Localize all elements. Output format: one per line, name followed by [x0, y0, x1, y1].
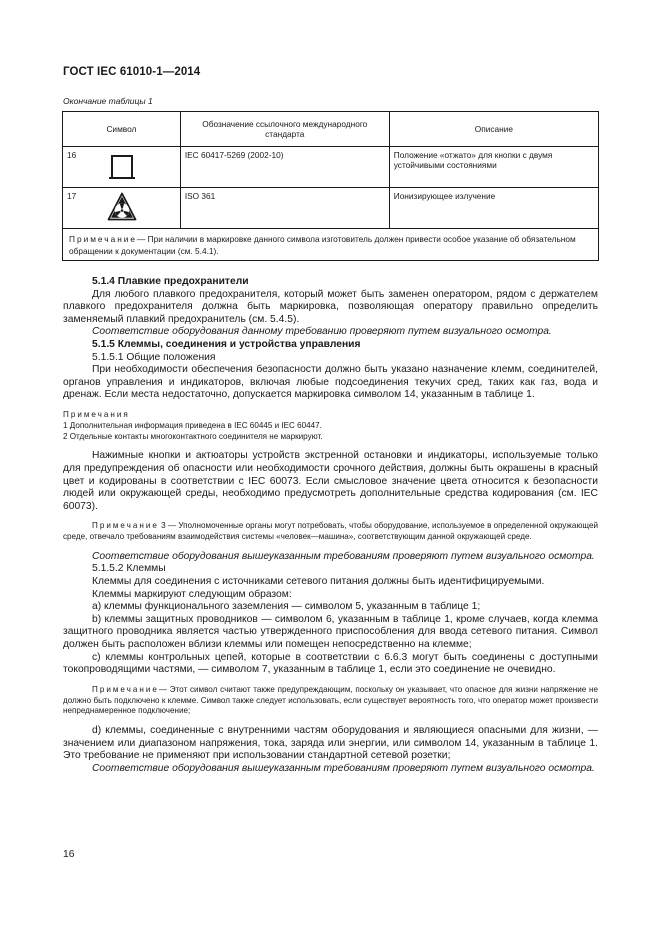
table-row	[63, 147, 599, 188]
standard-cell: ISO 361	[180, 188, 389, 229]
note-prefix: Примечание	[92, 521, 159, 531]
page-number: 16	[63, 849, 75, 860]
document-header-title: ГОСТ IEC 61010-1—2014	[63, 66, 201, 78]
paragraph: Клеммы маркируют следующим образом:	[92, 588, 292, 600]
notes-block	[63, 410, 598, 442]
table-caption: Окончание таблицы 1	[63, 96, 153, 106]
note-4	[63, 685, 598, 717]
symbol-cell	[63, 147, 181, 188]
section-heading: 5.1.5 Клеммы, соединения и устройства управления	[92, 338, 361, 350]
compliance-check-text: Соответствие оборудования вышеуказанным требованиям проверяют путем визуального осмотра.	[92, 550, 595, 562]
compliance-check-text: Соответствие оборудования вышеуказанным требованиям проверяют путем визуального осмотра.	[92, 763, 595, 774]
paragraph: Клеммы для соединения с источниками сетевого питания должны быть идентифицируемыми.	[92, 576, 545, 588]
table-note-row	[63, 229, 599, 261]
document-body	[63, 276, 598, 776]
subsection-heading: 5.1.5.2 Клеммы	[92, 563, 166, 575]
note-text: 3 — Уполномоченные органы могут потребовать, чтобы оборудование, используемое в определенной окружающей среде, отвечало требованиям взаимодействия системы «человек—машина», соответствующим данной окружающей среде.	[63, 521, 598, 542]
compliance-check-text: Соответствие оборудования данному требованию проверяют путем визуального осмотра.	[92, 326, 552, 338]
list-item: c) клеммы контрольных цепей, которые в соответствии с 6.6.3 могут быть соединены с доступными токопроводящими частями, — символом 7, указанным в таблице 1, если это соединение не очевидно.	[63, 651, 598, 676]
note-prefix: Примечание	[69, 234, 138, 244]
row-number: 17	[67, 191, 77, 201]
column-header-description: Описание	[389, 112, 598, 147]
paragraph: При необходимости обеспечения безопасности должно быть указано назначение клемм, соединителей, органов управления и индикаторов, включая любые подсоединения текучих сред, таких как газ, вода и дренаж. Если места недостаточно, допускается маркировка символом 14, указанным в таблице 1.	[63, 364, 598, 401]
push-button-pressed-icon	[108, 152, 136, 180]
paragraph: Нажимные кнопки и актюаторы устройств экстренной остановки и индикаторы, используемые только для предупреждения об опасности или необходимости срочного действия, должны быть окрашены в красный цвет и кодированы в соответствии с IEC 60073. Если смысловое значение цвета относится к безопасности людей или окружающей среды, необходимо предусмотреть дополнительные средства кодирования (см. IEC 60073).	[63, 450, 598, 512]
standard-cell: IEC 60417-5269 (2002-10)	[180, 147, 389, 188]
subsection-heading: 5.1.5.1 Общие положения	[92, 351, 216, 363]
note-text: — Этот символ считают также предупреждающим, поскольку он указывает, что опасное для жизни напряжение не должно быть подключено к клемме. Символ также следует использовать, если существует вероятность того, что оператор может произвести непреднамеренное подключение;	[63, 684, 598, 716]
note-text: — При наличии в маркировке данного символа изготовитель должен привести особое указание об обязательном обращении к документации (см. 5.4.1).	[69, 234, 576, 256]
note-item: 1 Дополнительная информация приведена в IEC 60445 и IEC 60447.	[63, 420, 322, 430]
row-number: 16	[67, 150, 77, 160]
section-heading: 5.1.4 Плавкие предохранители	[92, 276, 249, 287]
note-3	[63, 521, 598, 543]
description-cell: Положение «отжато» для кнопки с двумя устойчивыми состояниями	[389, 147, 598, 188]
note-prefix: Примечание	[92, 684, 159, 694]
column-header-symbol: Символ	[63, 112, 181, 147]
list-item: b) клеммы защитных проводников — символом 6, указанным в таблице 1, кроме случаев, когда клемма защитного проводника является частью утвержденного приспособления для ввода сетевого питания. Символ должен быть расположен вблизи клеммы или помещен непосредственно на клемме;	[63, 613, 598, 651]
symbols-table	[62, 111, 599, 261]
ionizing-radiation-icon	[107, 192, 137, 222]
column-header-standard: Обозначение ссылочного международного стандарта	[180, 112, 389, 147]
table-row	[63, 188, 599, 229]
table-note	[63, 229, 599, 261]
paragraph: Для любого плавкого предохранителя, который может быть заменен оператором, рядом с держателем плавкого предохранителя должна быть маркировка, позволяющая оператору правильно определить заменяемый плавкий предохранитель (см. 5.4.5).	[63, 288, 598, 325]
description-cell: Ионизирующее излучение	[389, 188, 598, 229]
notes-prefix: Примечания	[63, 409, 130, 419]
list-item: a) клеммы функционального заземления — символом 5, указанным в таблице 1;	[92, 601, 481, 613]
list-item: d) клеммы, соединенные с внутренними частям оборудования и являющиеся опасными для жизни, — значением или диапазоном напряжения, тока, заряда или энергии, или символом 14, указанным в таблице 1. Это требование не применяют при использовании стандартной сетевой розетки;	[63, 725, 598, 762]
symbol-cell	[63, 188, 181, 229]
table-header-row	[63, 112, 599, 147]
note-item: 2 Отдельные контакты многоконтактного соединителя не маркируют.	[63, 431, 323, 441]
